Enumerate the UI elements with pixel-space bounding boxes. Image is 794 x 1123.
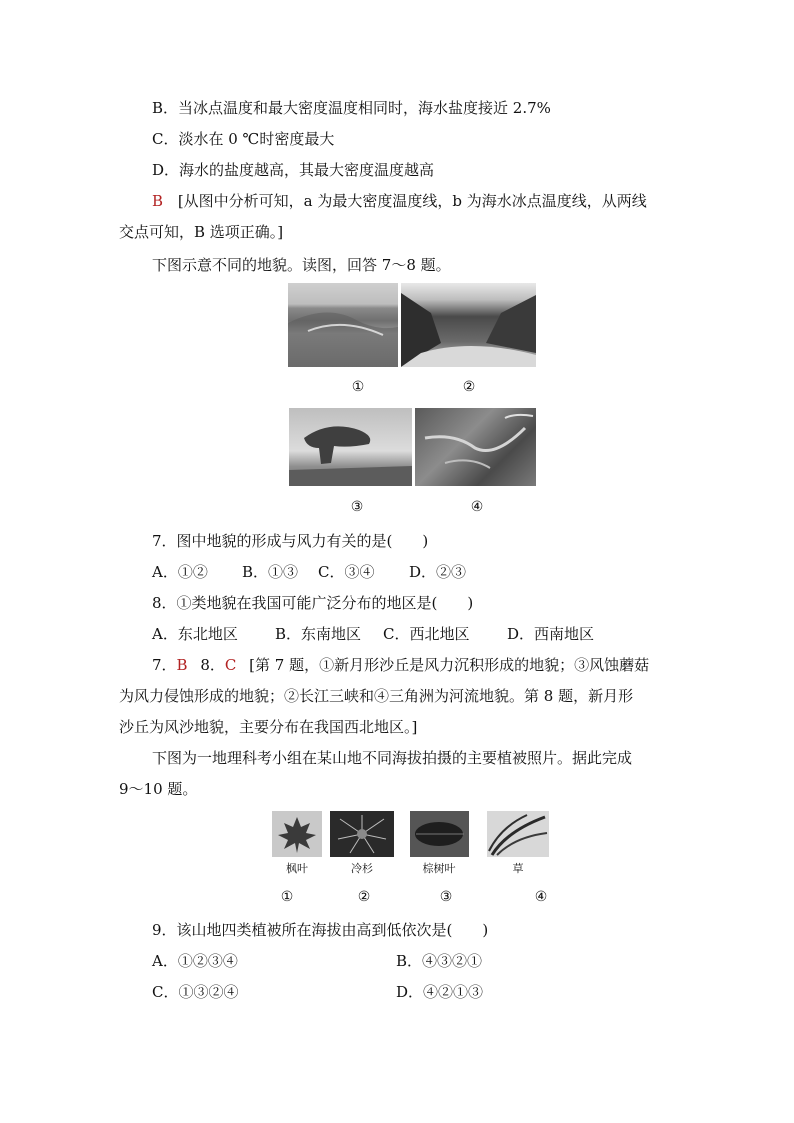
plant-num-2: ② (357, 889, 371, 905)
answer-7-8-explanation-1: [第 7 题，①新月形沙丘是风力沉积形成的地貌；③风蚀蘑菇 (249, 656, 650, 674)
landform-label-1: ① (351, 379, 365, 395)
answer-7-letter: B (176, 656, 188, 674)
plant-num-4: ④ (534, 889, 548, 905)
q7-option-c: C．③④ (318, 563, 375, 581)
landform-photo-4-delta (415, 408, 536, 486)
q8-option-a: A．东北地区 (152, 625, 238, 643)
q7-option-d: D．②③ (409, 563, 467, 581)
landform-photo-1-dune (288, 283, 398, 367)
plant-name-2: 冷杉 (351, 862, 373, 875)
q7-stem: 7．图中地貌的形成与风力有关的是( ) (152, 532, 429, 550)
q6-explanation-2: 交点可知，B 选项正确。] (119, 223, 284, 241)
landform-label-4: ④ (470, 499, 484, 515)
plant-name-3: 棕树叶 (422, 862, 456, 875)
plant-photo-maple-leaf (272, 811, 322, 857)
landform-label-3: ③ (350, 499, 364, 515)
answer-8-letter: C (224, 656, 237, 674)
answer-7-prefix: 7． (152, 656, 177, 674)
answer-7-8-explanation-3: 沙丘为风沙地貌，主要分布在我国西北地区。] (119, 718, 418, 736)
q9-stem: 9．该山地四类植被所在海拔由高到低依次是( ) (152, 921, 489, 939)
plant-num-3: ③ (439, 889, 453, 905)
landform-label-2: ② (462, 379, 476, 395)
intro-9-10-line-1: 下图为一地理科考小组在某山地不同海拔拍摄的主要植被照片。据此完成 (152, 749, 633, 767)
q6-option-c: C．淡水在 0 ℃时密度最大 (152, 130, 335, 148)
answer-7-8-explanation-2: 为风力侵蚀形成的地貌；②长江三峡和④三角洲为河流地貌。第 8 题，新月形 (119, 687, 634, 705)
q9-option-d: D．④②①③ (396, 983, 484, 1001)
q7-option-a: A．①② (152, 563, 208, 581)
q9-option-c: C．①③②④ (152, 983, 239, 1001)
q6-answer-letter: B (152, 192, 164, 210)
answer-7-8-line (152, 655, 649, 675)
q6-option-d: D．海水的盐度越高，其最大密度温度越高 (152, 161, 435, 179)
plant-photo-grass (487, 811, 549, 857)
plant-num-1: ① (280, 889, 294, 905)
q8-option-c: C．西北地区 (383, 625, 470, 643)
plant-photo-fir (330, 811, 394, 857)
q8-stem: 8．①类地貌在我国可能广泛分布的地区是( ) (152, 594, 474, 612)
plant-name-1: 枫叶 (286, 862, 308, 875)
q6-option-b: B．当冰点温度和最大密度温度相同时，海水盐度接近 2.7% (152, 99, 551, 117)
q8-option-d: D．西南地区 (507, 625, 595, 643)
q9-option-a: A．①②③④ (152, 952, 238, 970)
landform-photo-2-gorge (401, 283, 536, 367)
q8-option-b: B．东南地区 (275, 625, 362, 643)
plant-name-4: 草 (512, 862, 524, 875)
q7-option-b: B．①③ (242, 563, 299, 581)
q6-explanation-1: [从图中分析可知，a 为最大密度温度线，b 为海水冰点温度线，从两线 (177, 192, 647, 210)
intro-9-10-line-2: 9～10 题。 (119, 780, 198, 798)
q6-answer-line (152, 191, 647, 211)
plant-photo-palm-leaf (410, 811, 469, 857)
intro-7-8: 下图示意不同的地貌。读图，回答 7～8 题。 (152, 256, 451, 274)
q9-option-b: B．④③②① (396, 952, 483, 970)
answer-8-prefix: 8． (200, 656, 225, 674)
landform-photo-3-mushroom-rock (289, 408, 412, 486)
